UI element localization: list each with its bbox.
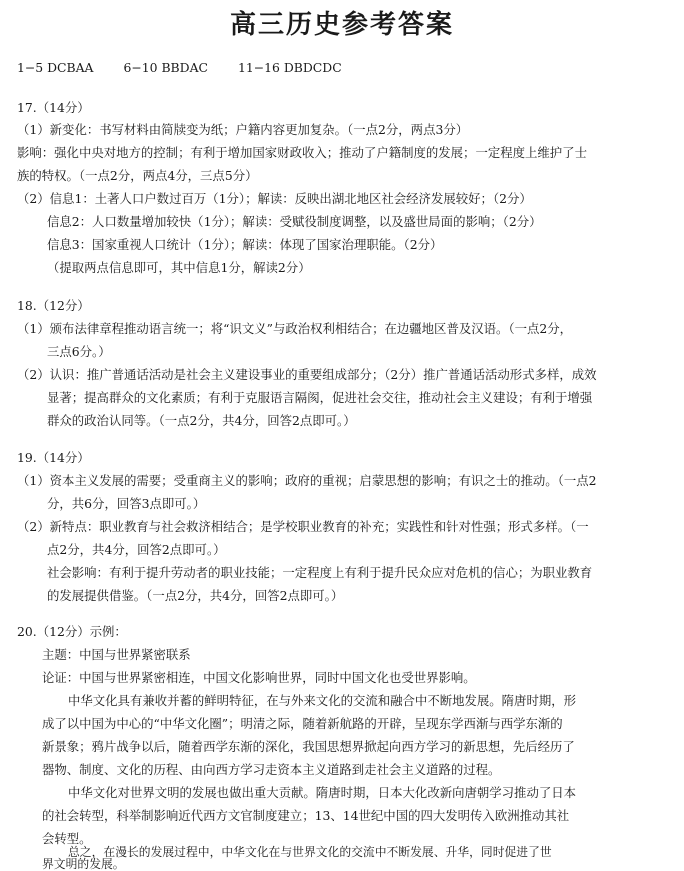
q18-line: （1）颁布法律章程推动语言统一；将“识文义”与政治权利相结合；在边疆地区普及汉语。（一点2分，	[17, 321, 573, 336]
q17-line: （2）信息1：土著人口户数过百万（1分）；解读：反映出湖北地区社会经济发展较好；（2分）	[17, 191, 532, 206]
q20-line: 界文明的发展。	[42, 857, 125, 871]
q17-header: 17.（14分）	[17, 100, 90, 115]
q18-line: 群众的政治认同等。（一点2分，共4分，回答2点即可。）	[47, 413, 356, 428]
q19-line: 社会影响：有利于提升劳动者的职业技能；一定程度上有利于提升民众应对危机的信心；为职业教育	[47, 565, 593, 580]
q20-line: 总之，在漫长的发展过程中，中华文化在与世界文化的交流中不断发展、升华，同时促进了世	[68, 845, 552, 859]
q18-line: 显著；提高群众的文化素质；有利于克服语言隔阂，促进社会交往，推动社会主义建设；有利于增强	[47, 390, 593, 405]
q20-line: 中华文化具有兼收并蓄的鲜明特征，在与外来文化的交流和融合中不断地发展。隋唐时期，形	[68, 693, 577, 708]
q20-line: 主题：中国与世界紧密联系	[42, 647, 191, 662]
q20-line: 中华文化对世界文明的发展也做出重大贡献。隋唐时期，日本大化改新向唐朝学习推动了日本	[68, 785, 577, 800]
q17-line: （1）新变化：书写材料由简牍变为纸；户籍内容更加复杂。（一点2分，两点3分）	[17, 122, 469, 137]
q19-line: 分，共6分，回答3点即可。）	[47, 496, 206, 511]
q17-line: 信息3：国家重视人口统计（1分）；解读：体现了国家治理职能。（2分）	[47, 237, 443, 252]
q20-line: 论证：中国与世界紧密相连，中国文化影响世界，同时中国文化也受世界影响。	[42, 670, 476, 685]
q19-header: 19.（14分）	[17, 450, 90, 465]
multiple-choice-answers	[17, 58, 368, 78]
mc-group-1: 1−5 DCBAA	[17, 60, 94, 75]
q20-line: 成了以中国为中心的“中华文化圈”；明清之际，随着新航路的开辟，呈现东学西渐与西学东渐的	[42, 716, 563, 731]
q17-line: （提取两点信息即可，其中信息1分，解读2分）	[47, 260, 311, 275]
q19-line: 的发展提供借鉴。（一点2分，共4分，回答2点即可。）	[47, 588, 344, 603]
mc-group-3: 11−16 DBDCDC	[237, 60, 342, 75]
mc-group-2: 6−10 BBDAC	[123, 60, 209, 75]
q19-line: （2）新特点：职业教育与社会救济相结合；是学校职业教育的补充；实践性和针对性强；形式多样。（一	[17, 519, 589, 534]
q20-line: 的社会转型，科举制影响近代西方文官制度建立；13、14世纪中国的四大发明传入欧洲推动其社	[42, 808, 570, 823]
q19-line: （1）资本主义发展的需要；受重商主义的影响；政府的重视；启蒙思想的影响；有识之士的推动。（一点2	[17, 473, 597, 488]
q17-line: 族的特权。（一点2分，两点4分，三点5分）	[17, 168, 258, 183]
page-title: 高三历史参考答案	[229, 10, 454, 40]
q17-line: 影响：强化中央对地方的控制；有利于增加国家财政收入；推动了户籍制度的发展；一定程度上维护了士	[17, 145, 587, 160]
q20-line: 会转型。	[42, 831, 92, 846]
q18-line: （2）认识：推广普通话活动是社会主义建设事业的重要组成部分；（2分）推广普通话活动形式多样，成效	[17, 367, 597, 382]
q20-line: 器物、制度、文化的历程、由向西方学习走资本主义道路到走社会主义道路的过程。	[42, 762, 501, 777]
q20-header: 20.（12分）示例：	[17, 624, 127, 639]
q20-line: 新景象；鸦片战争以后，随着西学东渐的深化，我国思想界掀起向西方学习的新思想，先后经历了	[42, 739, 575, 754]
q18-line: 三点6分。）	[47, 344, 111, 359]
q17-line: 信息2：人口数量增加较快（1分）；解读：受赋役制度调整，以及盛世局面的影响；（2分）	[47, 214, 542, 229]
q19-line: 点2分，共4分，回答2点即可。）	[47, 542, 226, 557]
q18-header: 18.（12分）	[17, 298, 90, 313]
